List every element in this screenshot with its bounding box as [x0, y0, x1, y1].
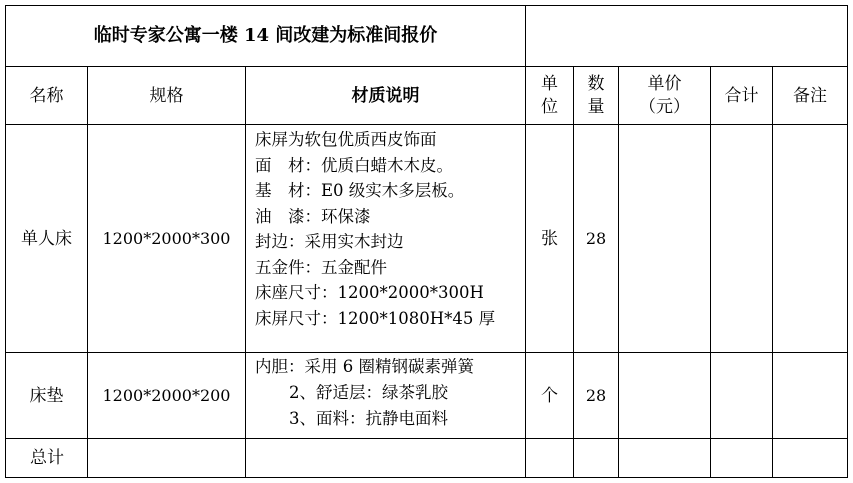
header-material: 材质说明 [351, 85, 420, 106]
row2-name: 床垫 [29, 385, 64, 406]
header-total: 合计 [724, 85, 759, 106]
footer-total-label: 总计 [30, 448, 64, 468]
row2-material-line: 3、面料：抗静电面料 [289, 409, 448, 428]
table-title: 临时专家公寓一楼 14 间改建为标准间报价 [93, 25, 438, 46]
row2-qty: 28 [585, 385, 607, 405]
row2-price [619, 353, 710, 438]
row2-spec: 1200*2000*200 [102, 385, 231, 405]
row1-material-line: 基 材：E0 级实木多层板。 [255, 181, 465, 200]
row2-total [711, 353, 772, 438]
header-price-line1: 单价 [647, 73, 682, 94]
header-spec: 规格 [149, 85, 184, 106]
header-unit [526, 67, 573, 124]
header-qty [574, 67, 618, 124]
row1-total [711, 125, 772, 352]
row1-price [619, 125, 710, 352]
header-price [619, 67, 710, 124]
row2-remark [773, 353, 847, 438]
header-qty-line2: 量 [587, 96, 605, 117]
row1-material-line: 床屏为软包优质西皮饰面 [255, 130, 437, 149]
row1-qty: 28 [585, 228, 607, 248]
header-qty-line1: 数 [587, 73, 605, 94]
row2-unit: 个 [541, 385, 558, 406]
row2-material-line: 内胆：采用 6 圈精钢碳素弹簧 [255, 357, 474, 376]
row1-material-line: 面 材：优质白蜡木木皮。 [255, 155, 453, 175]
row1-unit: 张 [541, 228, 558, 249]
header-price-line2: （元） [639, 96, 690, 117]
title-row-blank-cell [526, 6, 847, 66]
row1-material-line: 油 漆：环保漆 [255, 206, 371, 226]
row2-material-line: 2、舒适层：绿茶乳胶 [289, 383, 448, 402]
header-name: 名称 [29, 85, 64, 106]
row1-spec: 1200*2000*300 [102, 228, 231, 248]
header-remark: 备注 [793, 85, 827, 106]
header-unit-line1: 单 [541, 73, 558, 94]
row1-material-line: 床座尺寸：1200*2000*300H [255, 283, 484, 302]
row1-name: 单人床 [21, 228, 72, 249]
row1-material [246, 125, 525, 352]
row1-material-line: 封边：采用实木封边 [255, 232, 404, 251]
row1-remark [773, 125, 847, 352]
row1-material-line: 五金件：五金配件 [255, 257, 387, 277]
row2-material [246, 353, 525, 438]
header-unit-line2: 位 [541, 96, 558, 117]
row1-material-line: 床屏尺寸：1200*1080H*45 厚 [255, 308, 496, 328]
